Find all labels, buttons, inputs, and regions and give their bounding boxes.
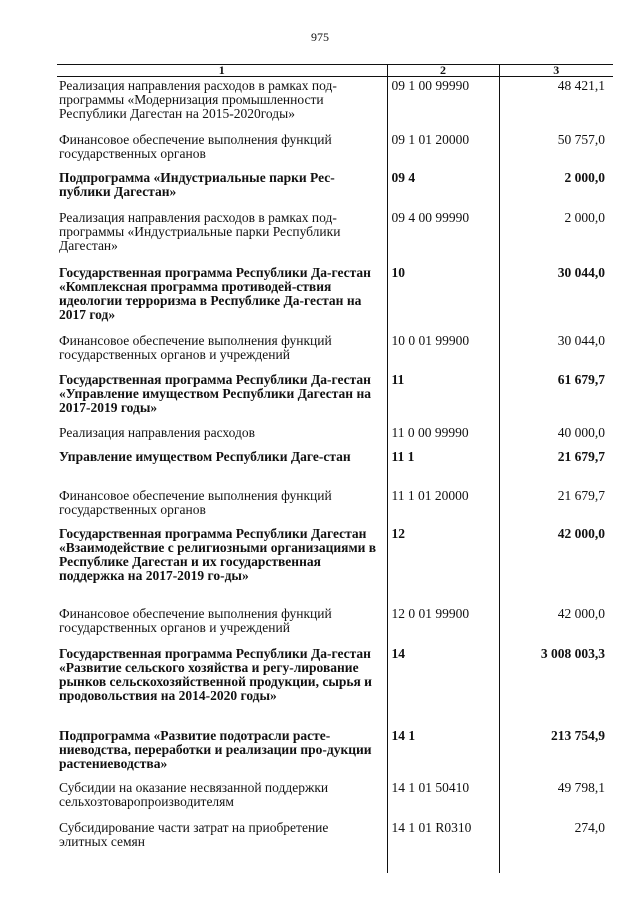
row-code: 11 1 [387, 448, 499, 487]
row-code: 14 1 01 50410 [387, 779, 499, 819]
row-name: Подпрограмма «Индустриальные парки Рес-публики Дагестан» [59, 169, 335, 199]
row-code: 09 4 00 99990 [387, 209, 499, 264]
row-name: Государственная программа Республики Дагестан «Взаимодействие с религиозными организациями в Республике Дагестан и их государственная поддержка на 2017-2019 го-ды» [59, 525, 377, 583]
row-name: Подпрограмма «Развитие подотрасли расте-ниеводства, переработки и реализации про-дукции растениеводства» [59, 727, 372, 771]
table-row [57, 645, 613, 727]
row-code: 11 [387, 371, 499, 424]
row-name: Государственная программа Республики Да-гестан «Комплексная программа противодей-ствия идеологии терроризма в Республике Да-гестан на 2017 год» [59, 264, 371, 322]
row-amount: 42 000,0 [557, 605, 605, 621]
table-row [57, 727, 613, 779]
row-amount: 274,0 [574, 819, 605, 835]
table-row [57, 77, 613, 131]
table-row [57, 371, 613, 424]
row-name: Субсидии на оказание несвязанной поддержки сельхозтоваропроизводителям [59, 779, 329, 809]
row-amount: 21 679,7 [557, 487, 605, 503]
table-row [57, 487, 613, 525]
table-body [57, 77, 613, 873]
row-name: Реализация направления расходов в рамках под-программы «Модернизация промышленности Республики Дагестан на 2015-2020годы» [59, 78, 337, 121]
row-name: Реализация направления расходов [59, 424, 256, 440]
row-code: 11 0 00 99990 [387, 424, 499, 448]
table-row [57, 131, 613, 169]
row-name: Государственная программа Республики Да-гестан «Развитие сельского хозяйства и регу-лирование рынков сельскохозяйственной продукции, сырья и продовольствия на 2014-2020 годы» [59, 645, 372, 703]
row-code: 12 [387, 525, 499, 605]
row-amount: 48 421,1 [557, 78, 605, 93]
row-code: 10 0 01 99900 [387, 332, 499, 371]
row-name: Финансовое обеспечение выполнения функций государственных органов и учреждений [59, 332, 332, 362]
table-row [57, 264, 613, 332]
row-code: 09 4 [387, 169, 499, 209]
table-row [57, 209, 613, 264]
page-number: 975 [311, 30, 329, 44]
row-code: 12 0 01 99900 [387, 605, 499, 645]
row-code: 10 [387, 264, 499, 332]
row-amount: 50 757,0 [557, 131, 605, 147]
row-code: 09 1 01 20000 [387, 131, 499, 169]
table-row [57, 779, 613, 819]
row-amount: 21 679,7 [557, 448, 605, 464]
row-amount: 2 000,0 [564, 209, 605, 225]
row-amount: 3 008 003,3 [540, 645, 605, 661]
row-name: Субсидирование части затрат на приобретение элитных семян [59, 819, 329, 849]
table-row [57, 424, 613, 448]
header-col-2: 2 [387, 65, 499, 77]
row-name: Финансовое обеспечение выполнения функций государственных органов и учреждений [59, 605, 332, 635]
row-code: 11 1 01 20000 [387, 487, 499, 525]
row-amount: 30 044,0 [557, 332, 605, 348]
table-row [57, 332, 613, 371]
table-row [57, 605, 613, 645]
table-row [57, 819, 613, 873]
row-amount: 42 000,0 [557, 525, 605, 541]
row-name: Государственная программа Республики Да-гестан «Управление имуществом Республики Дагестан на 2017-2019 годы» [59, 371, 371, 415]
row-amount: 2 000,0 [564, 169, 605, 185]
header-row [57, 65, 613, 77]
row-amount: 61 679,7 [557, 371, 605, 387]
header-col-3: 3 [499, 65, 613, 77]
row-amount: 213 754,9 [551, 727, 605, 743]
header-col-1: 1 [57, 65, 387, 77]
row-code: 09 1 00 99990 [387, 77, 499, 131]
row-code: 14 [387, 645, 499, 727]
row-amount: 49 798,1 [557, 779, 605, 795]
row-name: Управление имуществом Республики Даге-стан [59, 448, 351, 464]
row-amount: 30 044,0 [557, 264, 605, 280]
row-code: 14 1 01 R0310 [387, 819, 499, 873]
table-header [57, 65, 613, 77]
row-name: Финансовое обеспечение выполнения функций государственных органов [59, 131, 332, 161]
table-row [57, 448, 613, 487]
row-amount: 40 000,0 [557, 424, 605, 440]
row-name: Финансовое обеспечение выполнения функций государственных органов [59, 487, 332, 517]
table-row [57, 169, 613, 209]
row-name: Реализация направления расходов в рамках под-программы «Индустриальные парки Республики Дагестан» [59, 209, 341, 253]
budget-table [57, 64, 613, 873]
table-row [57, 525, 613, 605]
row-code: 14 1 [387, 727, 499, 779]
